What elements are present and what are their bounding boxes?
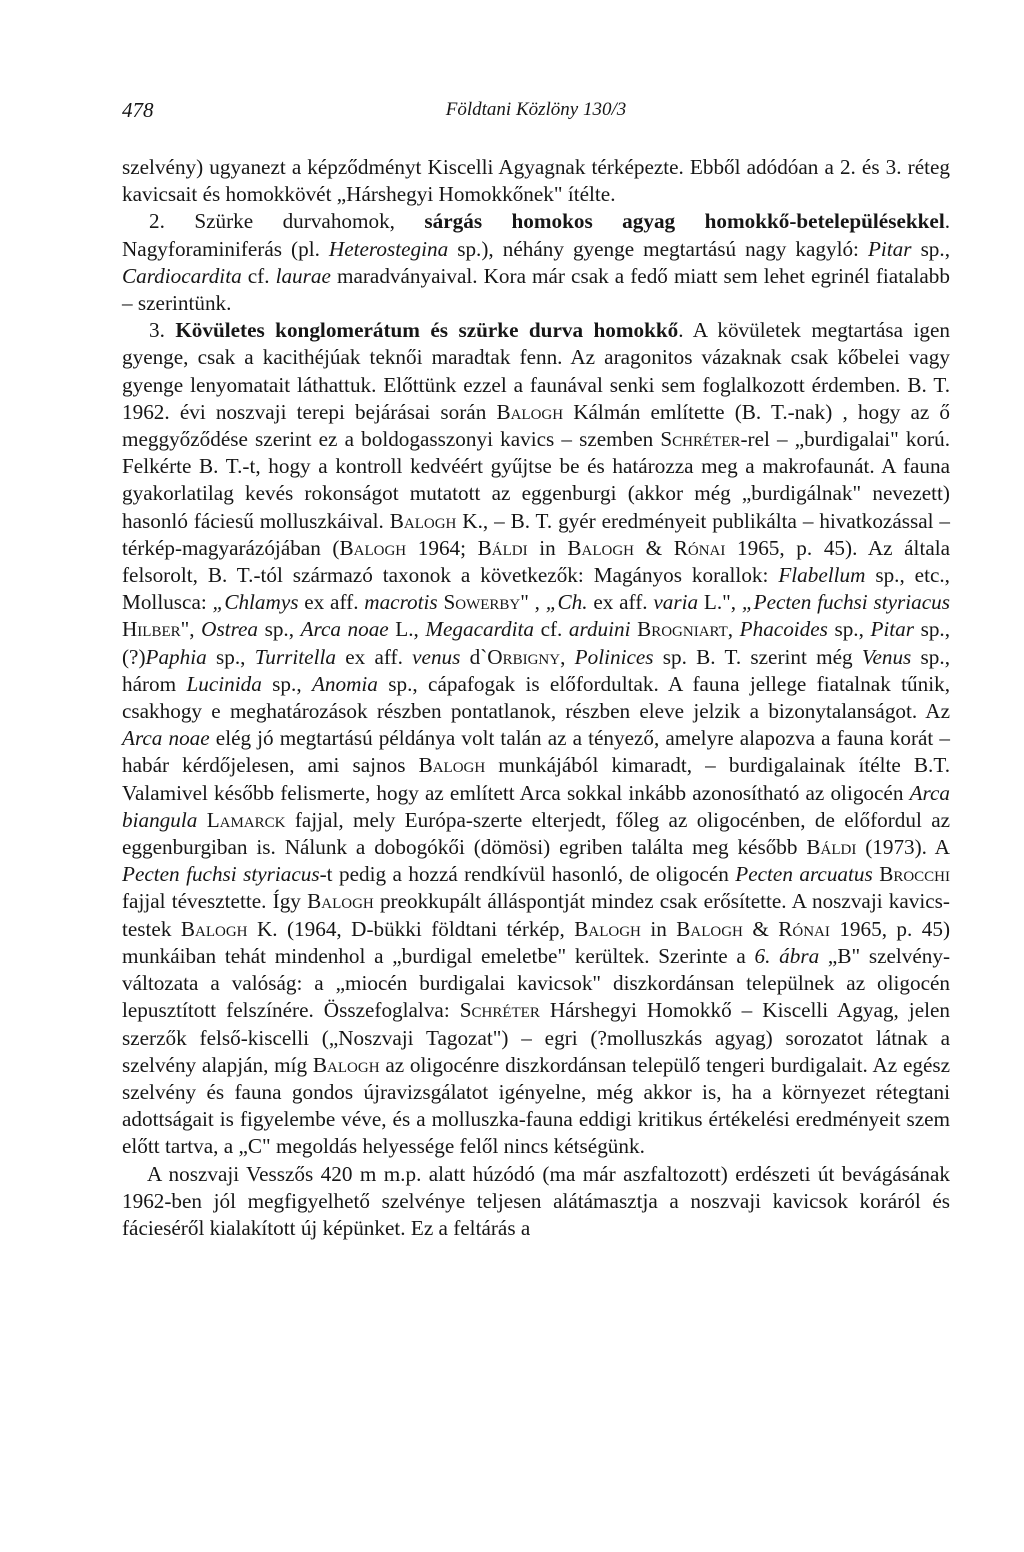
paragraph-1: szelvény) ugyanezt a képződményt Kiscelli Agyagnak térképezte. Ebből adódóan a 2. és 3. réteg kavicsait és homokkövét „Hárshegyi Homokkőnek" ítélte. [122, 155, 950, 207]
running-header: Földtani Közlöny 130/3 [445, 99, 627, 120]
body-text [122, 154, 950, 1242]
paragraph-3: 3. Kövületes konglomerátum és szürke durva homokkő. A kövületek megtartása igen gyenge, csak a kacithéjúak teknői maradtak fenn. Az aragonitos vázaknak csak kőbelei vagy gyenge lenyomatait láthattuk. Előttünk ezzel a faunával senki sem foglalkozott érdemben. B. T. 1962. évi noszvaji terepi bejárásai során Balogh Kálmán említette (B. T.-nak) , hogy az ő meggyőződése szerint ez a boldogasszonyi kavics – szemben Schréter-rel – „burdigalai" korú. Felkérte B. T.-t, hogy a kontroll kedvéért gyűjtse be és határozza meg a makrofaunát. A fauna gyakorlatilag kevés rokonságot mutatott az eggenburgi (akkor még „burdigálnak" nevezett) hasonló fáciesű molluszkáival. Balogh K., – B. T. gyér eredményeit publikálta – hivatkozással – térkép-magyarázójában (Balogh 1964; Báldi in Balogh & Rónai 1965, p. 45). Az általa felsorolt, B. T.-tól származó taxonok a következők: Magányos korallok: Flabellum sp., etc., Mollusca: „Chlamys ex aff. macrotis Sowerby" , „Ch. ex aff. varia L.", „Pecten fuchsi styriacus Hilber", Ostrea sp., Arca noae L., Megacardita cf. arduini Brogniart, Phacoides sp., Pitar sp., (?)Paphia sp., Turritella ex aff. venus d`Orbigny, Polinices sp. B. T. szerint még Venus sp., három Lucinida sp., Anomia sp., cápafogak is előfordultak. A fauna jellege fiatalnak tűnik, csakhogy e meghatározások részben pontatlanok, részben eleve jelzik a bizonytalanságot. Az Arca noae elég jó megtartású példánya volt talán az a tényező, amelyre alapozva a fauna korát – habár kérdőjelesen, ami sajnos Balogh munkájából kimaradt, – burdigalainak ítélte B.T. Valamivel később felismerte, hogy az említett Arca sokkal inkább azonosítható az oligocén Arca biangula Lamarck fajjal, mely Európa-szerte elterjedt, főleg az oligocénben, de előfordul az eggenburgiban is. Nálunk a dobogókői (dömösi) egriben találta meg később Báldi (1973). A Pecten fuchsi styriacus-t pedig a hozzá rendkívül hasonló, de oligocén Pecten arcuatus Brocchi fajjal tévesztette. Így Balogh preokkupált álláspontját mindez csak erősítette. A noszvaji kavics-testek Balogh K. (1964, D-bükki földtani térkép, Balogh in Balogh & Rónai 1965, p. 45) munkáiban tehát mindenhol a „burdigal emeletbe" kerültek. Szerinte a 6. ábra „B" szelvény-változata a valóság: a „miocén burdigalai kavicsok" diszkordánsan települnek az oligocén lepusztított felszínére. Összefoglalva: Schréter Hárshegyi Homokkő – Kiscelli Agyag, jelen szerzők felső-kiscelli („Noszvaji Tagozat") – egri (?molluszkás agyag) sorozatot látnak a szelvény alapján, míg Balogh az oligocénre diszkordánsan települő tengeri burdigalait. Az egész szelvény és fauna gondos újravizsgálatot igényelne, még akkor is, ha a környezet rétegtani adottságait is figyelembe véve, és a molluszka-fauna eddigi kritikus értékelési eredményeit szem előtt tartva, a „C" megoldás helyessége felől nincs kétségünk. [122, 318, 951, 1159]
page-number: 478 [122, 98, 154, 122]
paragraph-4: A noszvaji Vesszős 420 m m.p. alatt húzódó (ma már aszfaltozott) erdészeti út bevágásának 1962-ben jól megfigyelhető szelvénye teljesen alátámasztja a noszvaji kavicsok koráról és fácieséről kialakított új képünket. Ez a feltárás a [122, 1161, 950, 1240]
paragraph-2: 2. Szürke durvahomok, sárgás homokos agyag homokkő-betelepülésekkel. Nagyforaminiferás (pl. Heterostegina sp.), néhány gyenge megtartású nagy kagyló: Pitar sp., Cardiocardita cf. laurae maradványaival. Kora már csak a fedő miatt sem lehet egrinél fiatalabb – szerintünk. [122, 209, 951, 316]
